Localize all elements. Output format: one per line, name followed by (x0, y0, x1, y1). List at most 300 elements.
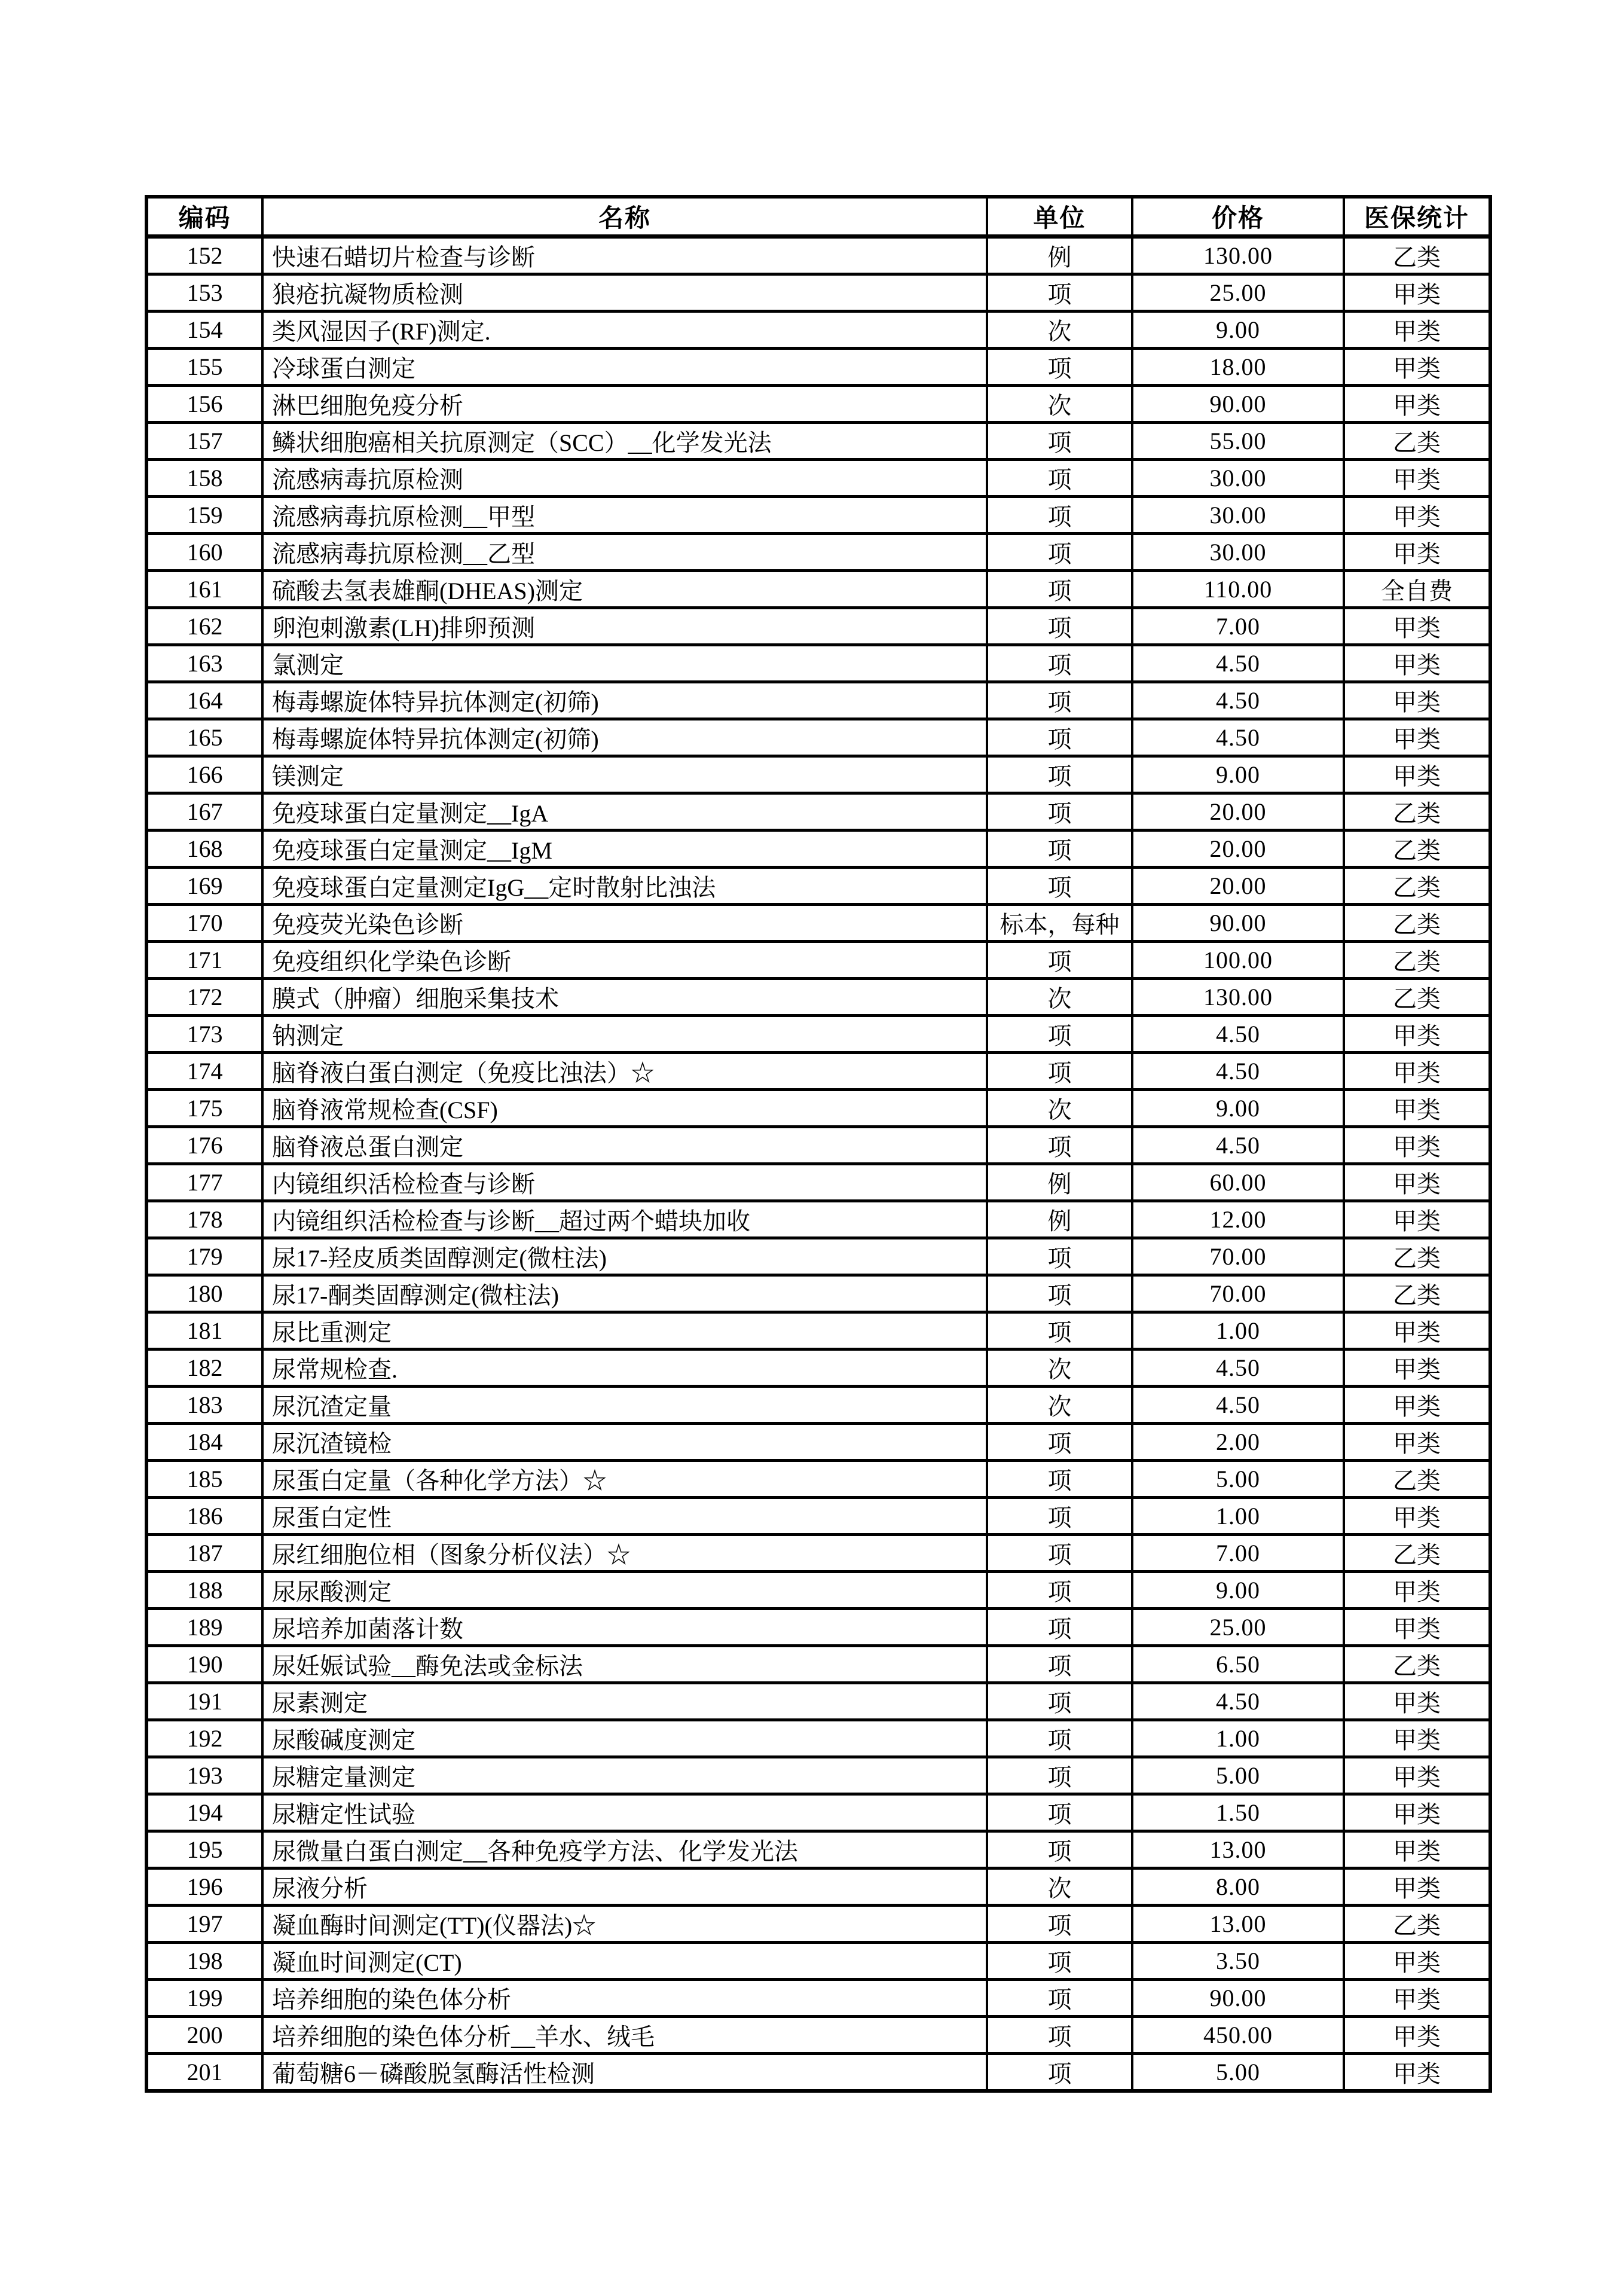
price-table (145, 195, 1492, 2093)
table-row (146, 1609, 1490, 1646)
cell-name: 凝血时间测定(CT) (262, 1943, 987, 1980)
cell-price: 450.00 (1132, 2017, 1344, 2054)
cell-code: 163 (146, 645, 262, 682)
cell-insurance: 甲类 (1344, 1572, 1490, 1609)
cell-unit: 例 (987, 1164, 1132, 1201)
table-row (146, 1387, 1490, 1424)
table-row (146, 793, 1490, 831)
cell-insurance: 甲类 (1344, 608, 1490, 645)
table-row (146, 1164, 1490, 1201)
cell-price: 25.00 (1132, 1609, 1344, 1646)
cell-unit: 项 (987, 868, 1132, 905)
cell-unit: 项 (987, 1980, 1132, 2017)
cell-name: 尿常规检查. (262, 1349, 987, 1387)
cell-insurance: 乙类 (1344, 979, 1490, 1016)
table-row (146, 312, 1490, 349)
cell-insurance: 甲类 (1344, 1794, 1490, 1831)
cell-unit: 项 (987, 1461, 1132, 1498)
cell-insurance: 乙类 (1344, 1461, 1490, 1498)
table-row (146, 905, 1490, 942)
cell-price: 12.00 (1132, 1201, 1344, 1238)
cell-insurance: 甲类 (1344, 2054, 1490, 2092)
table-row (146, 1943, 1490, 1980)
cell-insurance: 甲类 (1344, 1683, 1490, 1720)
cell-price: 90.00 (1132, 905, 1344, 942)
cell-price: 20.00 (1132, 868, 1344, 905)
cell-insurance: 甲类 (1344, 1090, 1490, 1127)
cell-price: 1.00 (1132, 1498, 1344, 1535)
cell-unit: 项 (987, 1831, 1132, 1868)
cell-unit: 次 (987, 979, 1132, 1016)
cell-price: 4.50 (1132, 1016, 1344, 1053)
table-row (146, 1906, 1490, 1943)
cell-code: 180 (146, 1275, 262, 1312)
cell-price: 55.00 (1132, 423, 1344, 460)
table-row (146, 1683, 1490, 1720)
cell-price: 9.00 (1132, 1090, 1344, 1127)
cell-code: 156 (146, 386, 262, 423)
cell-unit: 项 (987, 1572, 1132, 1609)
table-row (146, 1275, 1490, 1312)
cell-unit: 项 (987, 534, 1132, 571)
cell-price: 13.00 (1132, 1906, 1344, 1943)
table-header (146, 197, 1490, 237)
cell-unit: 次 (987, 1349, 1132, 1387)
cell-name: 脑脊液总蛋白测定 (262, 1127, 987, 1164)
cell-code: 161 (146, 571, 262, 608)
cell-insurance: 甲类 (1344, 1349, 1490, 1387)
cell-name: 尿比重测定 (262, 1312, 987, 1349)
cell-name: 凝血酶时间测定(TT)(仪器法)☆ (262, 1906, 987, 1943)
cell-price: 70.00 (1132, 1275, 1344, 1312)
cell-unit: 项 (987, 756, 1132, 793)
cell-insurance: 乙类 (1344, 1535, 1490, 1572)
cell-price: 30.00 (1132, 497, 1344, 534)
cell-unit: 项 (987, 1053, 1132, 1090)
cell-name: 免疫组织化学染色诊断 (262, 942, 987, 979)
cell-price: 8.00 (1132, 1868, 1344, 1906)
cell-name: 尿妊娠试验__酶免法或金标法 (262, 1646, 987, 1683)
cell-price: 4.50 (1132, 1127, 1344, 1164)
cell-code: 162 (146, 608, 262, 645)
cell-unit: 次 (987, 386, 1132, 423)
header-insurance: 医保统计 (1344, 197, 1490, 237)
cell-unit: 项 (987, 1757, 1132, 1794)
table-row (146, 1016, 1490, 1053)
table-row (146, 1572, 1490, 1609)
cell-name: 免疫球蛋白定量测定__IgM (262, 831, 987, 868)
cell-code: 154 (146, 312, 262, 349)
table-row (146, 460, 1490, 497)
cell-name: 梅毒螺旋体特异抗体测定(初筛) (262, 682, 987, 719)
cell-price: 4.50 (1132, 719, 1344, 756)
cell-unit: 项 (987, 1906, 1132, 1943)
cell-insurance: 甲类 (1344, 497, 1490, 534)
cell-unit: 项 (987, 1609, 1132, 1646)
cell-insurance: 甲类 (1344, 1868, 1490, 1906)
table-row (146, 497, 1490, 534)
cell-name: 硫酸去氢表雄酮(DHEAS)测定 (262, 571, 987, 608)
header-code: 编码 (146, 197, 262, 237)
cell-price: 30.00 (1132, 460, 1344, 497)
table-row (146, 645, 1490, 682)
cell-insurance: 乙类 (1344, 905, 1490, 942)
cell-insurance: 甲类 (1344, 1980, 1490, 2017)
cell-name: 狼疮抗凝物质检测 (262, 274, 987, 312)
cell-name: 快速石蜡切片检查与诊断 (262, 237, 987, 274)
cell-insurance: 全自费 (1344, 571, 1490, 608)
cell-price: 9.00 (1132, 312, 1344, 349)
cell-name: 流感病毒抗原检测__乙型 (262, 534, 987, 571)
cell-name: 培养细胞的染色体分析__羊水、绒毛 (262, 2017, 987, 2054)
cell-price: 90.00 (1132, 386, 1344, 423)
cell-name: 尿17-羟皮质类固醇测定(微柱法) (262, 1238, 987, 1275)
header-name: 名称 (262, 197, 987, 237)
cell-price: 90.00 (1132, 1980, 1344, 2017)
table-row (146, 1424, 1490, 1461)
cell-code: 171 (146, 942, 262, 979)
cell-code: 172 (146, 979, 262, 1016)
cell-name: 内镜组织活检检查与诊断__超过两个蜡块加收 (262, 1201, 987, 1238)
cell-insurance: 甲类 (1344, 1312, 1490, 1349)
cell-name: 卵泡刺激素(LH)排卵预测 (262, 608, 987, 645)
cell-unit: 项 (987, 349, 1132, 386)
cell-code: 170 (146, 905, 262, 942)
cell-name: 尿红细胞位相（图象分析仪法）☆ (262, 1535, 987, 1572)
cell-price: 7.00 (1132, 1535, 1344, 1572)
cell-unit: 项 (987, 1127, 1132, 1164)
cell-code: 196 (146, 1868, 262, 1906)
cell-unit: 项 (987, 719, 1132, 756)
cell-insurance: 甲类 (1344, 534, 1490, 571)
table-row (146, 608, 1490, 645)
cell-price: 4.50 (1132, 1683, 1344, 1720)
cell-price: 1.00 (1132, 1312, 1344, 1349)
cell-insurance: 甲类 (1344, 1720, 1490, 1757)
cell-insurance: 甲类 (1344, 1757, 1490, 1794)
cell-name: 镁测定 (262, 756, 987, 793)
cell-code: 168 (146, 831, 262, 868)
cell-name: 免疫荧光染色诊断 (262, 905, 987, 942)
cell-unit: 项 (987, 608, 1132, 645)
cell-code: 157 (146, 423, 262, 460)
table-row (146, 1535, 1490, 1572)
table-row (146, 1053, 1490, 1090)
cell-name: 尿酸碱度测定 (262, 1720, 987, 1757)
cell-name: 培养细胞的染色体分析 (262, 1980, 987, 2017)
table-row (146, 274, 1490, 312)
table-row (146, 571, 1490, 608)
cell-price: 1.00 (1132, 1720, 1344, 1757)
cell-insurance: 甲类 (1344, 1609, 1490, 1646)
header-row (146, 197, 1490, 237)
cell-price: 100.00 (1132, 942, 1344, 979)
cell-insurance: 乙类 (1344, 793, 1490, 831)
cell-insurance: 乙类 (1344, 1646, 1490, 1683)
table-row (146, 423, 1490, 460)
cell-unit: 项 (987, 1683, 1132, 1720)
cell-name: 尿蛋白定量（各种化学方法）☆ (262, 1461, 987, 1498)
cell-unit: 项 (987, 2054, 1132, 2092)
cell-code: 175 (146, 1090, 262, 1127)
cell-code: 199 (146, 1980, 262, 2017)
cell-code: 191 (146, 1683, 262, 1720)
cell-name: 流感病毒抗原检测__甲型 (262, 497, 987, 534)
cell-code: 187 (146, 1535, 262, 1572)
cell-unit: 项 (987, 1720, 1132, 1757)
cell-code: 192 (146, 1720, 262, 1757)
table-row (146, 1868, 1490, 1906)
cell-name: 梅毒螺旋体特异抗体测定(初筛) (262, 719, 987, 756)
cell-code: 159 (146, 497, 262, 534)
cell-name: 尿微量白蛋白测定__各种免疫学方法、化学发光法 (262, 1831, 987, 1868)
table-row (146, 1461, 1490, 1498)
cell-code: 188 (146, 1572, 262, 1609)
cell-code: 158 (146, 460, 262, 497)
table-row (146, 682, 1490, 719)
cell-unit: 标本，每种 (987, 905, 1132, 942)
cell-name: 尿尿酸测定 (262, 1572, 987, 1609)
cell-name: 鳞状细胞癌相关抗原测定（SCC）__化学发光法 (262, 423, 987, 460)
table-row (146, 1794, 1490, 1831)
cell-name: 尿17-酮类固醇测定(微柱法) (262, 1275, 987, 1312)
cell-price: 110.00 (1132, 571, 1344, 608)
cell-price: 4.50 (1132, 1053, 1344, 1090)
cell-insurance: 甲类 (1344, 1498, 1490, 1535)
cell-code: 183 (146, 1387, 262, 1424)
cell-price: 60.00 (1132, 1164, 1344, 1201)
cell-insurance: 乙类 (1344, 1275, 1490, 1312)
table-row (146, 1201, 1490, 1238)
cell-code: 198 (146, 1943, 262, 1980)
cell-unit: 项 (987, 1275, 1132, 1312)
cell-code: 167 (146, 793, 262, 831)
table-row (146, 1646, 1490, 1683)
cell-unit: 例 (987, 237, 1132, 274)
cell-code: 166 (146, 756, 262, 793)
cell-unit: 项 (987, 1943, 1132, 1980)
table-row (146, 756, 1490, 793)
header-price: 价格 (1132, 197, 1344, 237)
cell-insurance: 甲类 (1344, 2017, 1490, 2054)
table-row (146, 1312, 1490, 1349)
cell-unit: 项 (987, 423, 1132, 460)
cell-insurance: 甲类 (1344, 645, 1490, 682)
cell-name: 冷球蛋白测定 (262, 349, 987, 386)
cell-price: 25.00 (1132, 274, 1344, 312)
cell-name: 尿蛋白定性 (262, 1498, 987, 1535)
table-row (146, 237, 1490, 274)
cell-insurance: 乙类 (1344, 1906, 1490, 1943)
table-row (146, 1980, 1490, 2017)
cell-insurance: 乙类 (1344, 831, 1490, 868)
cell-unit: 项 (987, 274, 1132, 312)
cell-code: 181 (146, 1312, 262, 1349)
cell-unit: 次 (987, 1387, 1132, 1424)
cell-code: 193 (146, 1757, 262, 1794)
cell-price: 4.50 (1132, 1349, 1344, 1387)
table-row (146, 719, 1490, 756)
cell-code: 165 (146, 719, 262, 756)
cell-unit: 项 (987, 1794, 1132, 1831)
cell-name: 脑脊液白蛋白测定（免疫比浊法）☆ (262, 1053, 987, 1090)
cell-name: 尿培养加菌落计数 (262, 1609, 987, 1646)
cell-code: 155 (146, 349, 262, 386)
cell-unit: 项 (987, 1312, 1132, 1349)
cell-name: 内镜组织活检检查与诊断 (262, 1164, 987, 1201)
cell-price: 9.00 (1132, 756, 1344, 793)
cell-insurance: 甲类 (1344, 349, 1490, 386)
cell-code: 169 (146, 868, 262, 905)
cell-unit: 例 (987, 1201, 1132, 1238)
cell-code: 178 (146, 1201, 262, 1238)
table-row (146, 386, 1490, 423)
cell-name: 葡萄糖6－磷酸脱氢酶活性检测 (262, 2054, 987, 2092)
cell-price: 70.00 (1132, 1238, 1344, 1275)
cell-name: 膜式（肿瘤）细胞采集技术 (262, 979, 987, 1016)
cell-name: 尿素测定 (262, 1683, 987, 1720)
cell-unit: 项 (987, 2017, 1132, 2054)
cell-insurance: 乙类 (1344, 423, 1490, 460)
cell-price: 5.00 (1132, 1461, 1344, 1498)
cell-unit: 项 (987, 1535, 1132, 1572)
cell-code: 195 (146, 1831, 262, 1868)
cell-insurance: 甲类 (1344, 1943, 1490, 1980)
cell-code: 177 (146, 1164, 262, 1201)
cell-unit: 项 (987, 793, 1132, 831)
cell-code: 160 (146, 534, 262, 571)
cell-price: 20.00 (1132, 793, 1344, 831)
cell-name: 免疫球蛋白定量测定IgG__定时散射比浊法 (262, 868, 987, 905)
table-row (146, 349, 1490, 386)
cell-price: 30.00 (1132, 534, 1344, 571)
cell-insurance: 甲类 (1344, 1053, 1490, 1090)
cell-price: 1.50 (1132, 1794, 1344, 1831)
table-row (146, 1498, 1490, 1535)
table-row (146, 1720, 1490, 1757)
cell-code: 179 (146, 1238, 262, 1275)
cell-insurance: 甲类 (1344, 1387, 1490, 1424)
table-row (146, 979, 1490, 1016)
table-row (146, 1831, 1490, 1868)
cell-insurance: 甲类 (1344, 1831, 1490, 1868)
cell-name: 尿沉渣定量 (262, 1387, 987, 1424)
cell-name: 类风湿因子(RF)测定. (262, 312, 987, 349)
cell-insurance: 甲类 (1344, 682, 1490, 719)
cell-name: 脑脊液常规检查(CSF) (262, 1090, 987, 1127)
cell-name: 尿糖定量测定 (262, 1757, 987, 1794)
cell-code: 194 (146, 1794, 262, 1831)
table-row (146, 1090, 1490, 1127)
cell-unit: 项 (987, 497, 1132, 534)
cell-unit: 次 (987, 312, 1132, 349)
cell-unit: 项 (987, 942, 1132, 979)
cell-unit: 次 (987, 1868, 1132, 1906)
cell-name: 钠测定 (262, 1016, 987, 1053)
cell-price: 4.50 (1132, 682, 1344, 719)
cell-unit: 项 (987, 1238, 1132, 1275)
cell-code: 189 (146, 1609, 262, 1646)
cell-unit: 项 (987, 571, 1132, 608)
table-row (146, 831, 1490, 868)
cell-code: 152 (146, 237, 262, 274)
table-body (146, 237, 1490, 2092)
cell-unit: 项 (987, 460, 1132, 497)
table-row (146, 868, 1490, 905)
cell-insurance: 甲类 (1344, 1127, 1490, 1164)
cell-code: 182 (146, 1349, 262, 1387)
cell-insurance: 甲类 (1344, 386, 1490, 423)
cell-name: 尿糖定性试验 (262, 1794, 987, 1831)
cell-price: 2.00 (1132, 1424, 1344, 1461)
cell-insurance: 甲类 (1344, 1016, 1490, 1053)
cell-insurance: 甲类 (1344, 1164, 1490, 1201)
cell-insurance: 乙类 (1344, 868, 1490, 905)
cell-code: 201 (146, 2054, 262, 2092)
cell-price: 4.50 (1132, 1387, 1344, 1424)
cell-unit: 次 (987, 1090, 1132, 1127)
cell-name: 氯测定 (262, 645, 987, 682)
cell-code: 173 (146, 1016, 262, 1053)
cell-code: 164 (146, 682, 262, 719)
cell-unit: 项 (987, 1646, 1132, 1683)
cell-price: 13.00 (1132, 1831, 1344, 1868)
cell-code: 176 (146, 1127, 262, 1164)
cell-unit: 项 (987, 1016, 1132, 1053)
cell-insurance: 乙类 (1344, 237, 1490, 274)
cell-price: 7.00 (1132, 608, 1344, 645)
cell-name: 淋巴细胞免疫分析 (262, 386, 987, 423)
cell-insurance: 甲类 (1344, 312, 1490, 349)
cell-insurance: 乙类 (1344, 1238, 1490, 1275)
cell-price: 130.00 (1132, 979, 1344, 1016)
cell-unit: 项 (987, 645, 1132, 682)
cell-code: 185 (146, 1461, 262, 1498)
cell-unit: 项 (987, 682, 1132, 719)
cell-insurance: 甲类 (1344, 460, 1490, 497)
cell-code: 200 (146, 2017, 262, 2054)
cell-code: 184 (146, 1424, 262, 1461)
table-row (146, 2017, 1490, 2054)
cell-price: 20.00 (1132, 831, 1344, 868)
cell-unit: 项 (987, 1498, 1132, 1535)
table-row (146, 1757, 1490, 1794)
cell-unit: 项 (987, 1424, 1132, 1461)
table-row (146, 534, 1490, 571)
cell-price: 5.00 (1132, 2054, 1344, 2092)
cell-price: 4.50 (1132, 645, 1344, 682)
cell-name: 尿沉渣镜检 (262, 1424, 987, 1461)
header-unit: 单位 (987, 197, 1132, 237)
cell-price: 130.00 (1132, 237, 1344, 274)
cell-price: 5.00 (1132, 1757, 1344, 1794)
cell-price: 6.50 (1132, 1646, 1344, 1683)
cell-code: 174 (146, 1053, 262, 1090)
cell-price: 3.50 (1132, 1943, 1344, 1980)
cell-price: 18.00 (1132, 349, 1344, 386)
cell-insurance: 甲类 (1344, 274, 1490, 312)
cell-price: 9.00 (1132, 1572, 1344, 1609)
cell-insurance: 甲类 (1344, 1201, 1490, 1238)
cell-insurance: 甲类 (1344, 1424, 1490, 1461)
table-row (146, 1349, 1490, 1387)
table-row (146, 942, 1490, 979)
cell-name: 流感病毒抗原检测 (262, 460, 987, 497)
cell-name: 尿液分析 (262, 1868, 987, 1906)
cell-code: 153 (146, 274, 262, 312)
cell-code: 186 (146, 1498, 262, 1535)
cell-insurance: 甲类 (1344, 756, 1490, 793)
